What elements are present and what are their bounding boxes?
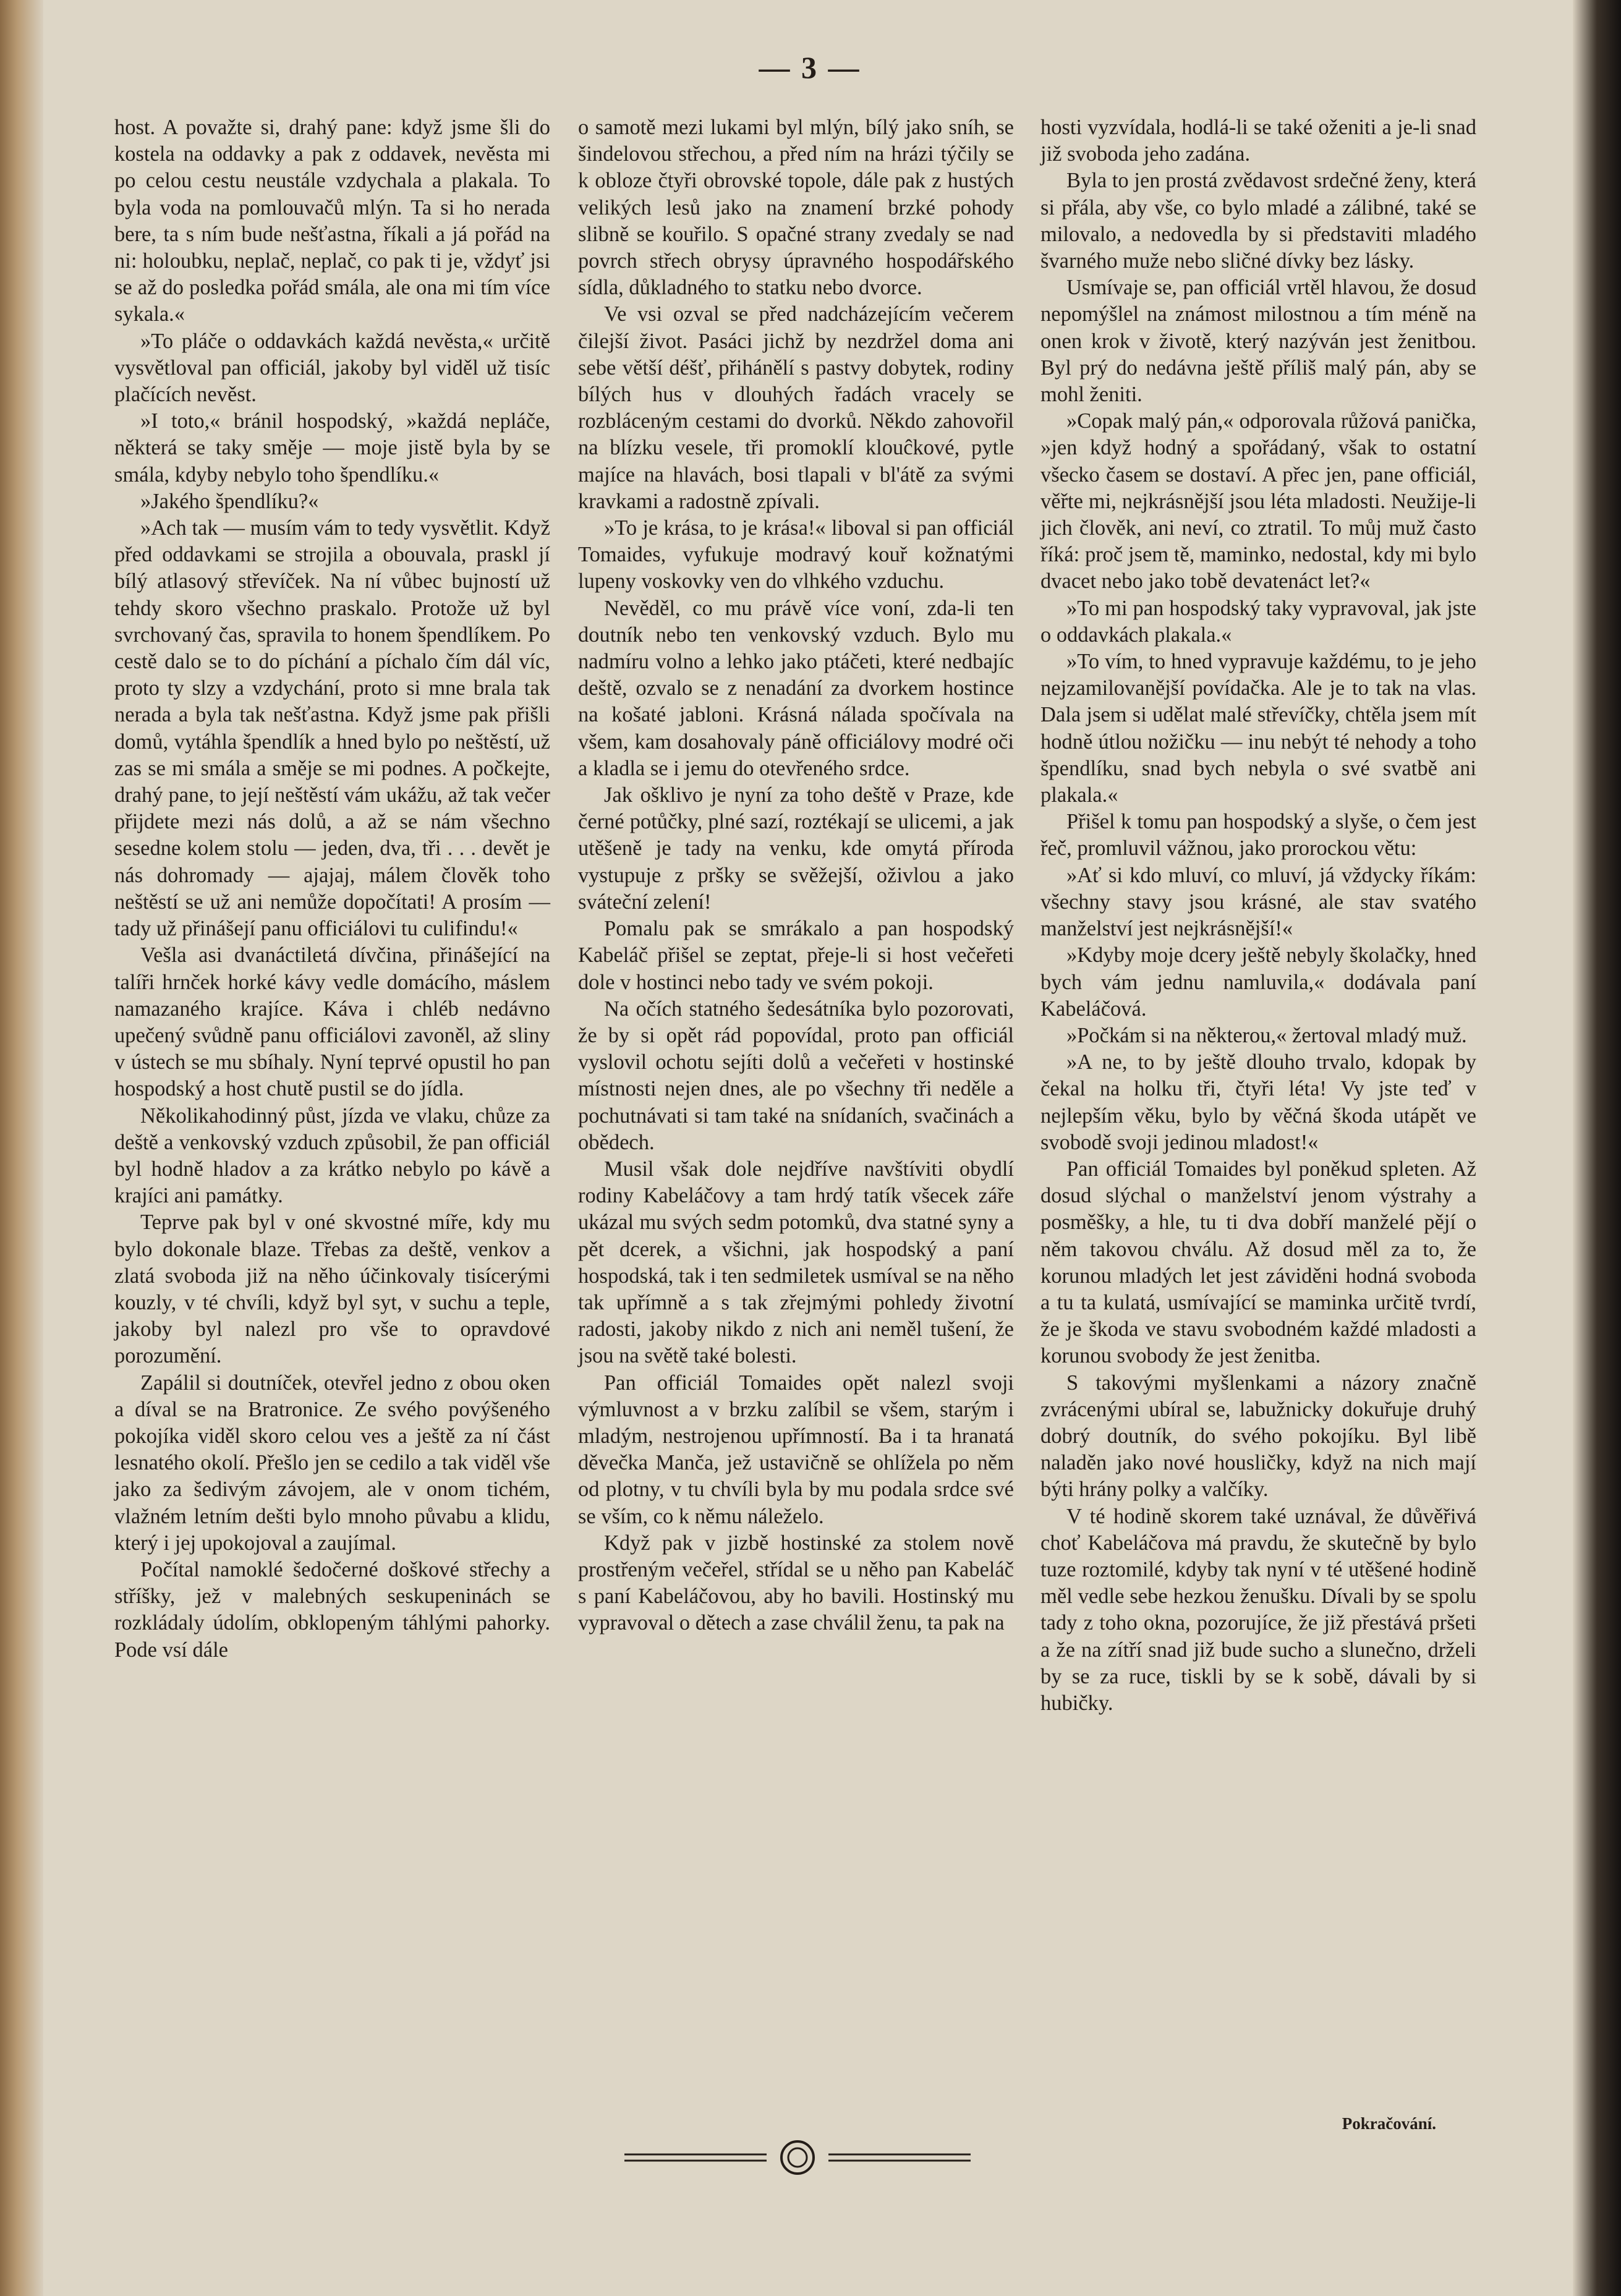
paragraph: Přišel k tomu pan hospodský a slyše, o čem jest řeč, promluvil vážnou, jako prorockou větu:	[1040, 810, 1476, 861]
paragraph: Teprve pak byl v oné skvostné míře, kdy mu bylo dokonale blaze. Třebas za deště, venkov a zlatá svoboda již na něho účinkovaly tisícerými kouzly, v té chvíli, když byl syt, v suchu a teple, jakoby byl nalezl pro vše to opravdové porozumění.	[114, 1210, 550, 1368]
paragraph: Byla to jen prostá zvědavost srdečné ženy, která si přála, aby vše, co bylo mladé a zálibné, také se milovalo, a nedovedla by si představiti mladého švarného muže nebo sličné dívky bez lásky.	[1040, 169, 1476, 273]
paragraph: »To vím, to hned vypravuje každému, to je jeho nejzamilovanější povídačka. Ale je to tak na vlas. Dala jsem si udělat malé střevíčky, chtěla jsem mít hodně útlou nožičku — inu nebýt té nehody a toho špendlíku, snad bych nebyla o své svatbě ani plakala.«	[1040, 650, 1476, 807]
paragraph: Pan officiál Tomaides byl poněkud spleten. Až dosud slýchal o manželství jenom výstrahy a posměšky, a hle, tu ti dva dobří manželé pějí o něm takovou chválu. Až dosud měl za to, že korunou mladých let jest záviděni hodná svoboda a tu ta kulatá, usmívající se maminka určitě tvrdí, že je škoda ve stavu svobodném každé mladosti a korunou svobody že jest ženitba.	[1040, 1157, 1476, 1368]
double-rule-ornament-icon	[624, 2136, 971, 2179]
paragraph: Ve vsi ozval se před nadcházejícím večerem čilejší život. Pasáci jichž by nezdržel doma ani sebe větší déšť, přihánělí s pastvy dobytek, rodiny bílých hus v dlouhých řadách vracely se rozbláceným cestami do dvorků. Někdo zahovořil na blízku vesele, tři promoklí klouĉkové, pytle majíce na hlavách, bosi tlapali v bl'átě za svými kravkami a radostně zpívali.	[578, 302, 1014, 513]
paragraph: Na očích statného šedesátníka bylo pozorovati, že by si opět rád popovídal, proto pan officiál vyslovil ochotu sejíti dolů a večeřeti v hostinské místnosti nejen dnes, ale po všechny tři neděle a pochutnávati si tam také na snídaních, svačinách a obědech.	[578, 997, 1014, 1154]
paragraph: hosti vyzvídala, hodlá-li se také oženiti a je-li snad již svoboda jeho zadána.	[1040, 116, 1476, 166]
paragraph: »To mi pan hospodský taky vypravoval, jak jste o oddavkách plakala.«	[1040, 596, 1476, 647]
text-column-3	[1040, 114, 1476, 1717]
paragraph: »Ach tak — musím vám to tedy vysvětlit. Když před oddavkami se strojila a obouvala, praskl jí bílý atlasový střevíček. Na ní vůbec bujností už tehdy skoro všechno praskalo. Protože už byl svrchovaný čas, spravila to honem špendlíkem. Po cestě dalo se to do píchání a píchalo čím dál víc, proto ty slzy a vzdychání, proto si mne brala tak nerada a byla tak nešťastna. Když jsme pak přišli domů, vytáhla špendlík a hned bylo po neštěstí, už zas se mi smála a směje se mi podnes. A počkejte, drahý pane, to její neštěstí vám ukážu, až tak večer přijdete mezi nás dolů, a až se nám všechno sesedne kolem stolu — jeden, dva, tři . . . devět je nás dohromady — ajajaj, málem člověk toho neštěstí se už ani nemůže dopočítati! A prosím — tady už přinášejí panu officiálovi tu culifindu!«	[114, 516, 550, 941]
paragraph: »A ne, to by ještě dlouho trvalo, kdopak by čekal na holku tři, čtyři léta! Vy jste teď v nejlepším věku, bylo by věčná škoda utápět ve svobodě svoji jedinou mladost!«	[1040, 1050, 1476, 1154]
paragraph: host. A považte si, drahý pane: když jsme šli do kostela na oddavky a pak z oddavek, nevěsta mi po celou cestu neustále vzdychala a plakala. To byla voda na pomlouvačů mlýn. Ta si ho nerada bere, ta s ním bude nešťastna, říkali a já pořád na ni: holoubku, neplač, neplač, co pak ti je, vždyť jsi se až do posledka pořád smála, ale ona mi tím více sykala.«	[114, 116, 550, 326]
text-column-1	[114, 114, 550, 1664]
paragraph: »Ať si kdo mluví, co mluví, já vždycky říkám: všechny stavy jsou krásné, ale stav svatého manželství jest nejkrásnější!«	[1040, 863, 1476, 941]
paragraph: o samotě mezi lukami byl mlýn, bílý jako sníh, se šindelovou střechou, a před ním na hrázi týčily se k obloze čtyři obrovské topole, dále pak z hustých velikých lesů jako na znamení brzké pohody slibně se kouřilo. S opačné strany zvedaly se nad povrch střech obrysy úpravného hospodářského sídla, důkladného to statku nebo dvorce.	[578, 116, 1014, 300]
paragraph: Nevěděl, co mu právě více voní, zda-li ten doutník nebo ten venkovský vzduch. Bylo mu nadmíru volno a lehko jako ptáčeti, které nedbajíc deště, ozvalo se z nenadání za dvorkem hostince na košaté jabloni. Krásná nálada spočívala na všem, kam dosahovaly páně officiálovy modré oči a kladla se i jemu do otevřeného srdce.	[578, 596, 1014, 780]
paragraph: Jak ošklivo je nyní za toho deště v Praze, kde černé potůčky, plné sazí, roztékají se ulicemi, a jak utěšeně je tady na venku, kde omytá příroda vystupuje z pršky se svěžejší, oživlou a jako sváteční zelení!	[578, 783, 1014, 914]
paragraph: Vešla asi dvanáctiletá dívčina, přinášející na talíři hrnček horké kávy vedle domácího, máslem namazaného krajíce. Káva i chléb nedávno upečený svůdně panu officiálovi zavoněl, až sliny v ústech se mu sbíhaly. Nyní teprvé opustil ho pan hospodský a host chutě pustil se do jídla.	[114, 943, 550, 1101]
paragraph: »Počkám si na některou,« žertoval mladý muž.	[1066, 1023, 1467, 1047]
paragraph: Počítal namoklé šedočerné doškové střechy a stříšky, jež v malebných seskupeninách se rozkládaly údolím, obklopeným táhlými pahorky. Pode vsí dále	[114, 1557, 550, 1662]
page-left-edge	[0, 0, 43, 2296]
paragraph: »Copak malý pán,« odporovala růžová panička, »jen když hodný a spořádaný, však to ostatní všecko časem se dostaví. A přec jen, pane officiál, věřte mi, nejkrásnější jsou léta mladosti. Neužije-li jich člověk, ani neví, co ztratil. To můj muž často říká: proč jsem tě, maminko, nedostal, kdy mi bylo dvacet nebo jako tobě devatenáct let?«	[1040, 409, 1476, 593]
paragraph: Několikahodinný půst, jízda ve vlaku, chůze za deště a venkovský vzduch způsobil, že pan officiál byl hodně hladov a za krátko nebylo po kávě a krajíci ani památky.	[114, 1103, 550, 1208]
paragraph: Zapálil si doutníček, otevřel jedno z obou oken a díval se na Bratronice. Ze svého povýšeného pokojíka viděl skoro celou ves a ještě za ní část lesnatého okolí. Přešlo jen se cedilo a tak viděl vše jako za šedivým závojem, ale v onom tichém, vlažném letním dešti bylo mnoho půvabu a klidu, který i jej upokojoval a zaujímal.	[114, 1371, 550, 1555]
paragraph: »To pláče o oddavkách každá nevěsta,« určitě vysvětloval pan officiál, jakoby byl viděl už tisíc plačících nevěst.	[114, 329, 550, 407]
paragraph: Pan officiál Tomaides opět nalezl svoji výmluvnost a v brzku zalíbil se všem, starým i mladým, nestrojenou upřímností. Ba i ta hranatá děvečka Manča, jež ustavičně se ohlížela po něm od plotny, v tu chvíli byla by mu podala srdce své se vším, co k němu náleželo.	[578, 1371, 1014, 1528]
paragraph: »Kdyby moje dcery ještě nebyly školačky, hned bych vám jednu namluvila,« dodávala paní Kabeláčová.	[1040, 943, 1476, 1021]
paragraph: Když pak v jizbě hostinské za stolem nově prostřeným večeřel, střídal se u něho pan Kabeláč s paní Kabeláčovou, aby ho bavili. Hostinský mu vypravoval o dětech a zase chválil ženu, ta pak na	[578, 1531, 1014, 1635]
continued-label: Pokračování.	[1342, 2114, 1436, 2133]
paragraph: »To je krása, to je krása!« liboval si pan officiál Tomaides, vyfukuje modravý kouř kožnatými lupeny voskovky ven do vlhkého vzduchu.	[578, 516, 1014, 593]
text-column-2	[578, 114, 1014, 1637]
paragraph: Usmívaje se, pan officiál vrtěl hlavou, že dosud nepomýšlel na známost milostnou a tím méně na onen krok v životě, který nazýván jest ženitbou. Byl prý do nedávna ještě příliš malý pán, aby se mohl ženiti.	[1040, 276, 1476, 407]
page-right-edge	[1573, 0, 1621, 2296]
paragraph: S takovými myšlenkami a názory značně zvrácenými ubíral se, labužnicky dokuřuje druhý dobrý doutník, do svého pokojíku. Byl libě naladěn jako nové housličky, když na nich mají býti hrány polky a valčíky.	[1040, 1371, 1476, 1502]
paragraph: »Jakého špendlíku?«	[140, 489, 319, 513]
paragraph: »I toto,« bránil hospodský, »každá nepláče, některá se taky směje — moje jistě byla by se smála, kdyby nebylo toho špendlíku.«	[114, 409, 550, 487]
paragraph: Pomalu pak se smrákalo a pan hospodský Kabeláč přišel se zeptat, přeje-li si host večeřeti dole v hostinci nebo tady ve svém pokoji.	[578, 917, 1014, 994]
paragraph: Musil však dole nejdříve navštíviti obydlí rodiny Kabeláčovy a tam hrdý tatík všecek záře ukázal mu svých sedm potomků, dva statné syny a pět dcerek, a všichni, jak hospodský a paní hospodská, tak i ten sedmiletek usmíval se na něho tak upřímně a s tak zřejmými pohledy životní radosti, jakoby nikdo z nich ani neměl tušení, že jsou na světě také bolesti.	[578, 1157, 1014, 1368]
paragraph: V té hodině skorem také uznával, že důvěřivá choť Kabeláčova má pravdu, že skutečně by bylo tuze roztomilé, kdyby tak nyní v té utěšené hodině měl vedle sebe hezkou ženušku. Dívali by se spolu tady z toho okna, pozorujíce, že již přestává pršeti a že na zítří snad již bude sucho a slunečno, drželi by se za ruce, tiskli by se k sobě, dávali by si hubičky.	[1040, 1504, 1476, 1715]
page-number: — 3 —	[759, 50, 861, 85]
